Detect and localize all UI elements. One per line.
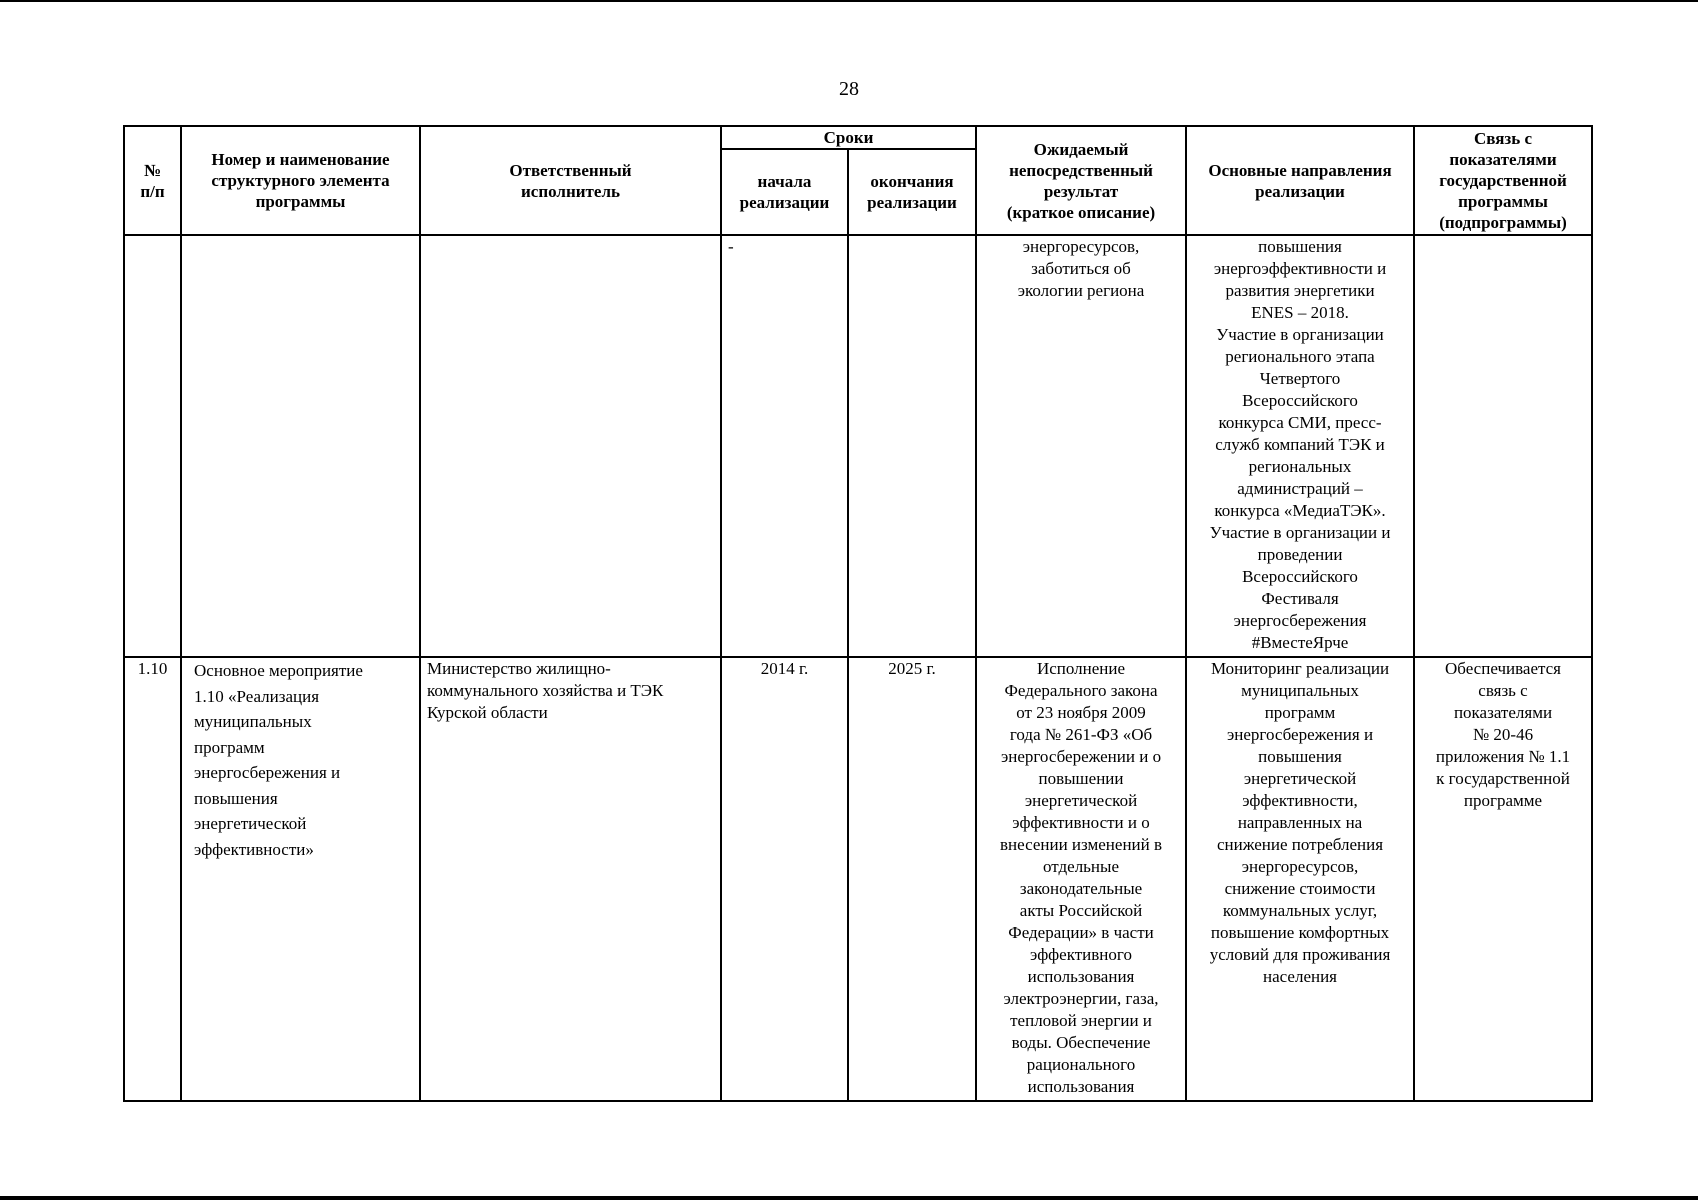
- cell-num: [124, 235, 181, 657]
- cell-executor: [420, 235, 721, 657]
- header-main-directions: Основные направления реализации: [1186, 126, 1414, 235]
- cell-link: [1414, 235, 1592, 657]
- program-table: [123, 125, 1593, 1102]
- cell-result: Исполнение Федерального закона от 23 ноября 2009 года № 261-ФЗ «Об энергосбережении и о повышении энергетической эффективности и о внесении изменений в отдельные законодательные акты Российской Федерации» в части эффективного использования электроэнергии, газа, тепловой энергии и воды. Обеспечение рационального использования: [976, 657, 1186, 1101]
- header-end: окончания реализации: [848, 149, 976, 235]
- cell-link: Обеспечивается связь с показателями № 20-46 приложения № 1.1 к государственной программе: [1414, 657, 1592, 1101]
- top-border-line: [0, 0, 1698, 2]
- page-number: 28: [839, 78, 859, 100]
- cell-directions: Мониторинг реализации муниципальных программ энергосбережения и повышения энергетической эффективности, направленных на снижение потребления энергоресурсов, снижение стоимости коммунальных услуг, повышение комфортных условий для проживания населения: [1186, 657, 1414, 1101]
- cell-element: Основное мероприятие 1.10 «Реализация муниципальных программ энергосбережения и повышения энергетической эффективности»: [181, 657, 420, 1101]
- table-row: [124, 235, 1592, 657]
- header-indicator-link: Связь с показателями государственной программы (подпрограммы): [1414, 126, 1592, 235]
- table-row: [124, 657, 1592, 1101]
- header-executor: Ответственный исполнитель: [420, 126, 721, 235]
- cell-executor: Министерство жилищно- коммунального хозяйства и ТЭК Курской области: [420, 657, 721, 1101]
- header-num: № п/п: [124, 126, 181, 235]
- cell-directions: повышения энергоэффективности и развития энергетики ENES – 2018. Участие в организации регионального этапа Четвертого Всероссийского конкурса СМИ, пресс- служб компаний ТЭК и региональных администраций – конкурса «МедиаТЭК». Участие в организации и проведении Всероссийского Фестиваля энергосбережения #ВместеЯрче: [1186, 235, 1414, 657]
- header-start: начала реализации: [721, 149, 848, 235]
- table-header: [124, 126, 1592, 235]
- cell-element: [181, 235, 420, 657]
- cell-end: 2025 г.: [848, 657, 976, 1101]
- cell-result: энергоресурсов, заботиться об экологии региона: [976, 235, 1186, 657]
- cell-end: [848, 235, 976, 657]
- cell-num: 1.10: [124, 657, 181, 1101]
- cell-start: 2014 г.: [721, 657, 848, 1101]
- header-structural-element: Номер и наименование структурного элемента программы: [181, 126, 420, 235]
- bottom-border-line: [0, 1196, 1698, 1200]
- cell-start: -: [721, 235, 848, 657]
- header-terms: Сроки: [721, 126, 976, 149]
- header-expected-result: Ожидаемый непосредственный результат (краткое описание): [976, 126, 1186, 235]
